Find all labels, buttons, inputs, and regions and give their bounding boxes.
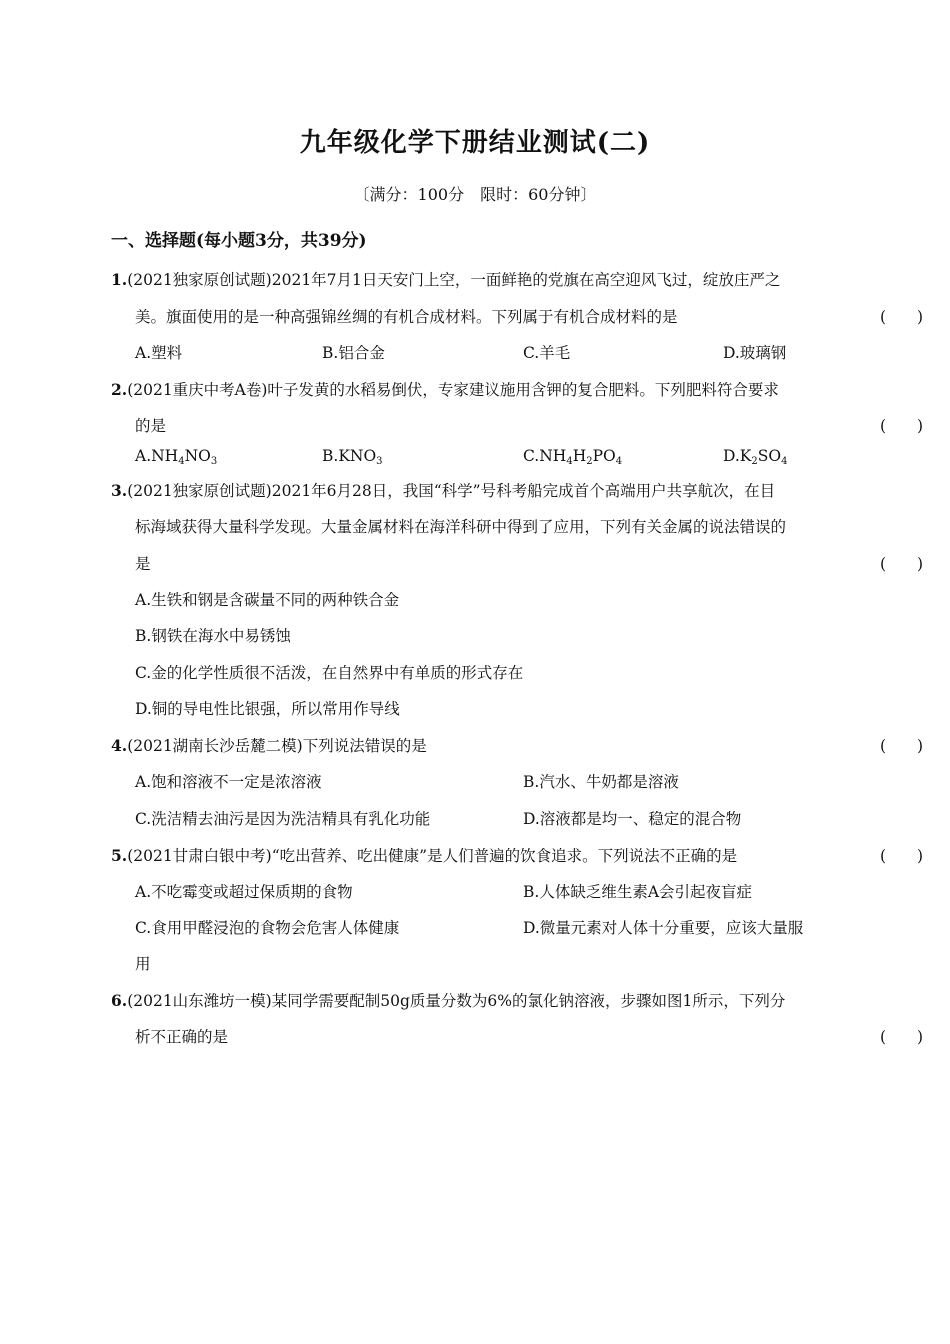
option-b: B.汽水、牛奶都是溶液 bbox=[523, 773, 679, 791]
option-b: B.钢铁在海水中易锈蚀 bbox=[135, 627, 291, 645]
question-3-line-3: 是 bbox=[135, 555, 151, 573]
question-5-line-1 bbox=[111, 844, 737, 866]
option-d: D.微量元素对人体十分重要，应该大量服 bbox=[523, 919, 804, 937]
option-b: B.人体缺乏维生素A会引起夜盲症 bbox=[523, 883, 753, 901]
question-2-line-2: 的是 bbox=[135, 417, 167, 435]
question-text: (2021重庆中考A卷)叶子发黄的水稻易倒伏，专家建议施用含钾的复合肥料。下列肥料符合要求 bbox=[127, 381, 779, 399]
question-1-line-2: 美。旗面使用的是一种高强锦丝绸的有机合成材料。下列属于有机合成材料的是 bbox=[135, 308, 678, 326]
question-text: (2021独家原创试题)2021年7月1日天安门上空，一面鲜艳的党旗在高空迎风飞过，绽放庄严之 bbox=[127, 271, 781, 289]
question-4-line-1 bbox=[111, 734, 427, 756]
answer-paren: ( ) bbox=[880, 737, 924, 755]
option-c: C.金的化学性质很不活泼，在自然界中有单质的形式存在 bbox=[135, 664, 524, 682]
answer-paren: ( ) bbox=[880, 847, 924, 865]
question-6-line-1 bbox=[111, 989, 785, 1011]
question-6-line-2: 析不正确的是 bbox=[135, 1028, 229, 1046]
question-text: (2021山东潍坊一模)某同学需要配制50g质量分数为6%的氯化钠溶液，步骤如图1所示，下列分 bbox=[127, 992, 786, 1010]
question-text: (2021独家原创试题)2021年6月28日，我国“科学”号科考船完成首个高端用户共享航次，在目 bbox=[127, 482, 776, 500]
question-number: 3. bbox=[111, 481, 128, 500]
answer-paren: ( ) bbox=[880, 308, 924, 326]
question-3-line-2: 标海域获得大量科学发现。大量金属材料在海洋科研中得到了应用，下列有关金属的说法错误的 bbox=[135, 518, 787, 536]
option-a: $A.NH_4NO_3$ bbox=[135, 447, 218, 467]
question-number: 5. bbox=[111, 846, 128, 865]
option-a: A.塑料 bbox=[135, 344, 183, 362]
section-heading: 一、选择题(每小题3分，共39分) bbox=[111, 231, 367, 251]
option-a: A.生铁和钢是含碳量不同的两种铁合金 bbox=[135, 591, 400, 609]
option-d: D.铜的导电性比银强，所以常用作导线 bbox=[135, 700, 400, 718]
question-3-line-1 bbox=[111, 479, 775, 501]
question-number: 6. bbox=[111, 991, 128, 1010]
option-d-continued: 用 bbox=[135, 955, 151, 973]
option-d: D.玻璃钢 bbox=[723, 344, 787, 362]
page-subtitle: 〔满分：100分 限时：60分钟〕 bbox=[353, 185, 597, 204]
question-1-line-1 bbox=[111, 268, 780, 290]
question-text: (2021湖南长沙岳麓二模)下列说法错误的是 bbox=[127, 737, 427, 755]
page-title: 九年级化学下册结业测试(二) bbox=[299, 128, 651, 158]
option-c: C.食用甲醛浸泡的食物会危害人体健康 bbox=[135, 919, 400, 937]
question-2-line-1 bbox=[111, 378, 779, 400]
option-c: C.羊毛 bbox=[523, 344, 571, 362]
option-d: D.溶液都是均一、稳定的混合物 bbox=[523, 810, 742, 828]
option-a: A.不吃霉变或超过保质期的食物 bbox=[135, 883, 353, 901]
option-b: B.铝合金 bbox=[322, 344, 385, 362]
option-c: C.洗洁精去油污是因为洗洁精具有乳化功能 bbox=[135, 810, 431, 828]
question-number: 2. bbox=[111, 380, 128, 399]
answer-paren: ( ) bbox=[880, 555, 924, 573]
option-d: $D.K_2SO_4$ bbox=[723, 447, 788, 467]
option-b: $B.KNO_3$ bbox=[322, 447, 383, 467]
question-text: (2021甘肃白银中考)“吃出营养、吃出健康”是人们普遍的饮食追求。下列说法不正确的是 bbox=[127, 847, 738, 865]
option-a: A.饱和溶液不一定是浓溶液 bbox=[135, 773, 322, 791]
answer-paren: ( ) bbox=[880, 417, 924, 435]
option-c: $C.NH_4H_2PO_4$ bbox=[523, 447, 623, 467]
answer-paren: ( ) bbox=[880, 1028, 924, 1046]
question-number: 4. bbox=[111, 736, 128, 755]
question-number: 1. bbox=[111, 270, 128, 289]
